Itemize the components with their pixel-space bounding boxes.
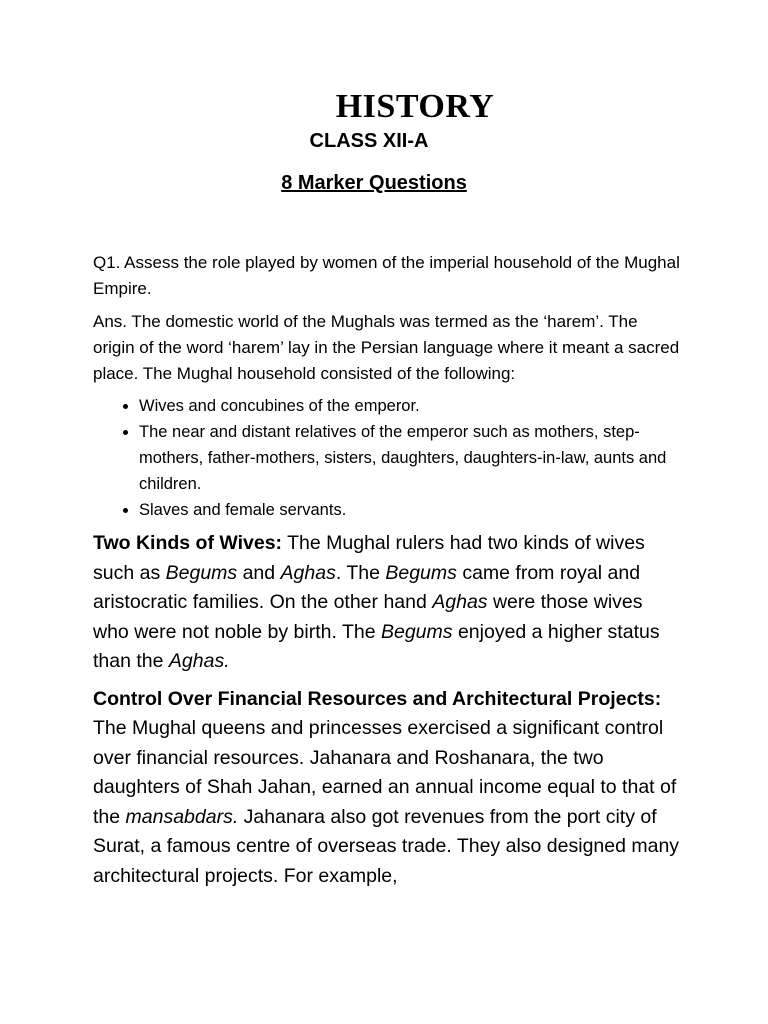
section-heading: 8 Marker Questions	[281, 172, 467, 194]
list-item: • Wives and concubines of the emperor.	[139, 393, 683, 419]
question-text: Q1. Assess the role played by women of the imperial household of the Mughal Empire.	[93, 253, 680, 298]
term-italic: Aghas	[432, 591, 488, 613]
text-run: enjoyed a higher status than the	[93, 620, 660, 672]
answer-intro: Ans. The domestic world of the Mughals was termed as the ‘harem’. The origin of the word ‘harem’ lay in the Persian language where it meant a sacred place. The Mughal household consisted of the following:	[93, 312, 680, 383]
text-run: The Mughal rulers had two kinds of wives such as	[93, 532, 645, 584]
text-run: and	[237, 561, 281, 584]
text-run: came from royal and aristocratic families. On the other hand	[93, 561, 641, 613]
text-run: The Mughal queens and princesses exercised a significant control over financial resources. Jahanara and Roshanara, the two daughters of Shah Jahan, earned an annual income equal to that of the	[93, 717, 677, 828]
wives-paragraph	[93, 529, 683, 677]
term-italic: Aghas	[280, 561, 336, 584]
household-list	[93, 393, 683, 523]
text-run: Jahanara also got revenues from the port city of Surat, a famous centre of overseas trade. They also designed many architectural projects. For example,	[93, 805, 680, 887]
text-run: . The	[335, 561, 386, 584]
control-heading: Control Over Financial Resources and Architectural Projects:	[93, 687, 662, 710]
term-italic: Aghas.	[168, 650, 230, 672]
control-paragraph	[93, 685, 683, 892]
page-title: HISTORY	[335, 88, 495, 125]
wives-heading: Two Kinds of Wives:	[93, 532, 283, 554]
list-item: • Slaves and female servants.	[139, 497, 683, 523]
list-item: • The near and distant relatives of the emperor such as mothers, step-mothers, father-mothers, sisters, daughters, daughters-in-law, aunts and children.	[139, 419, 683, 497]
term-italic: mansabdars.	[125, 805, 239, 828]
term-italic: Begums	[380, 620, 453, 643]
term-italic: Begums	[165, 561, 238, 584]
text-run: were those wives who were not noble by birth. The	[93, 591, 643, 643]
term-italic: Begums	[385, 561, 457, 584]
document-body	[93, 250, 683, 899]
class-heading: CLASS XII-A	[309, 130, 429, 152]
